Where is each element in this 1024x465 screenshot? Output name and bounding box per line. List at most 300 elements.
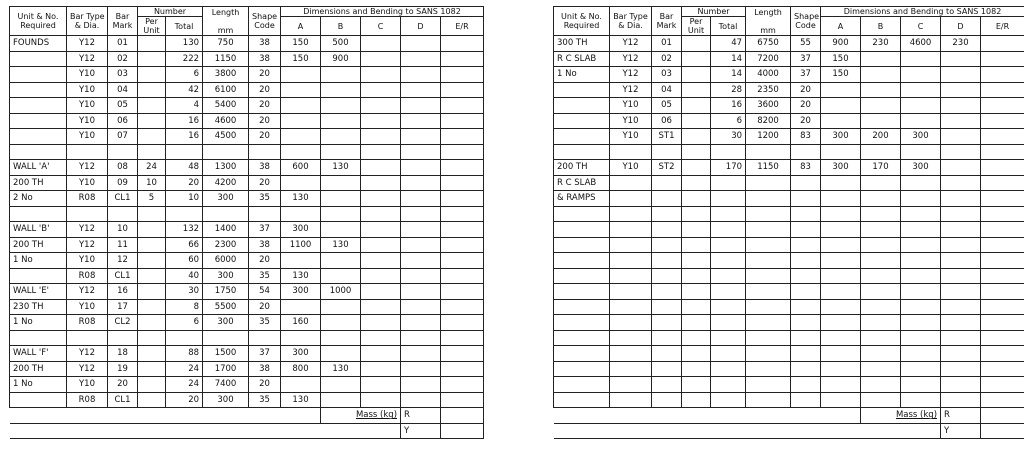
per-unit-cell — [682, 361, 711, 377]
length-cell — [746, 253, 791, 269]
unit-cell — [554, 330, 610, 346]
per-unit-cell — [682, 377, 711, 393]
dim-b-cell — [861, 175, 901, 191]
bar-type-cell: Y10 — [610, 113, 652, 129]
bar-mark-cell — [108, 144, 138, 160]
table-row — [10, 361, 484, 377]
dim-b-cell: 1000 — [321, 284, 361, 300]
dim-er-cell — [441, 299, 484, 315]
dim-a-cell: 300 — [281, 222, 321, 238]
dim-d-cell — [941, 160, 981, 176]
unit-cell — [554, 113, 610, 129]
dim-er-cell — [441, 315, 484, 331]
dim-d-cell — [941, 253, 981, 269]
col-c: C — [901, 17, 941, 36]
per-unit-cell — [682, 160, 711, 176]
length-cell: 300 — [203, 315, 249, 331]
col-per-unit: Per Unit — [138, 17, 166, 36]
length-cell — [746, 237, 791, 253]
col-a: A — [821, 17, 861, 36]
bar-mark-cell: 11 — [108, 237, 138, 253]
table-row — [554, 237, 1024, 253]
bar-type-cell: Y10 — [67, 377, 108, 393]
bar-type-cell: Y12 — [67, 361, 108, 377]
unit-cell — [554, 268, 610, 284]
schedule-body-left — [10, 36, 484, 408]
dim-a-cell — [821, 346, 861, 362]
bar-mark-cell — [652, 330, 682, 346]
total-cell: 6 — [711, 113, 746, 129]
length-cell: 6100 — [203, 82, 249, 98]
per-unit-cell — [138, 268, 166, 284]
total-cell: 16 — [166, 113, 203, 129]
unit-cell: 2 No — [10, 191, 67, 207]
unit-cell: 200 TH — [10, 175, 67, 191]
col-per-unit: Per Unit — [682, 17, 711, 36]
schedule-body-right — [554, 36, 1024, 408]
bar-type-cell — [610, 330, 652, 346]
dim-b-cell: 130 — [321, 361, 361, 377]
dim-a-cell — [821, 222, 861, 238]
dim-b-cell — [861, 82, 901, 98]
per-unit-cell — [138, 67, 166, 83]
unit-cell — [10, 129, 67, 145]
dim-c-cell — [901, 98, 941, 114]
total-cell — [711, 144, 746, 160]
unit-cell: WALL 'E' — [10, 284, 67, 300]
unit-cell: 1 No — [10, 377, 67, 393]
bar-mark-cell: 09 — [108, 175, 138, 191]
total-cell — [711, 315, 746, 331]
dim-b-cell — [321, 82, 361, 98]
dim-a-cell — [281, 299, 321, 315]
dim-a-cell — [821, 113, 861, 129]
dim-a-cell: 160 — [281, 315, 321, 331]
per-unit-cell — [682, 191, 711, 207]
bar-mark-cell: 01 — [108, 36, 138, 52]
dim-b-cell — [321, 299, 361, 315]
table-row — [554, 268, 1024, 284]
total-cell — [711, 361, 746, 377]
length-cell: 1700 — [203, 361, 249, 377]
table-row — [554, 346, 1024, 362]
dim-c-cell — [901, 299, 941, 315]
bar-type-cell — [610, 253, 652, 269]
dim-a-cell — [821, 175, 861, 191]
table-row — [554, 330, 1024, 346]
dim-c-cell — [901, 175, 941, 191]
dim-b-cell — [861, 284, 901, 300]
shape-code-cell: 20 — [249, 175, 281, 191]
shape-code-cell — [791, 315, 821, 331]
total-cell — [711, 237, 746, 253]
per-unit-cell — [138, 237, 166, 253]
col-length: Length mm — [203, 7, 249, 36]
total-cell: 222 — [166, 51, 203, 67]
bar-type-cell: Y12 — [67, 284, 108, 300]
length-cell — [746, 284, 791, 300]
length-cell: 1150 — [203, 51, 249, 67]
bar-mark-cell: 06 — [652, 113, 682, 129]
dim-c-cell — [361, 237, 401, 253]
dim-a-cell: 1100 — [281, 237, 321, 253]
dim-d-cell — [401, 67, 441, 83]
bar-mark-cell: CL2 — [108, 315, 138, 331]
unit-cell — [554, 392, 610, 408]
length-cell — [203, 206, 249, 222]
table-row — [554, 206, 1024, 222]
dim-a-cell: 130 — [281, 191, 321, 207]
table-row — [554, 361, 1024, 377]
dim-er-cell — [441, 346, 484, 362]
dim-a-cell: 130 — [281, 268, 321, 284]
dim-d-cell — [941, 144, 981, 160]
unit-cell: WALL 'A' — [10, 160, 67, 176]
total-cell — [711, 206, 746, 222]
unit-cell — [554, 361, 610, 377]
dim-er-cell — [981, 191, 1024, 207]
total-cell — [166, 144, 203, 160]
mass-y-label: Y — [941, 423, 981, 439]
table-row — [10, 377, 484, 393]
unit-cell: 200 TH — [554, 160, 610, 176]
table-row — [10, 36, 484, 52]
total-cell — [711, 253, 746, 269]
dim-er-cell — [441, 206, 484, 222]
length-cell: 1300 — [203, 160, 249, 176]
bar-type-cell — [610, 191, 652, 207]
unit-cell: 1 No — [10, 253, 67, 269]
shape-code-cell — [791, 377, 821, 393]
per-unit-cell — [682, 67, 711, 83]
dim-er-cell — [441, 377, 484, 393]
total-cell — [166, 330, 203, 346]
bar-mark-cell: 10 — [108, 222, 138, 238]
shape-code-cell: 20 — [249, 82, 281, 98]
unit-cell — [554, 129, 610, 145]
dim-c-cell — [361, 253, 401, 269]
dim-er-cell — [981, 222, 1024, 238]
dim-d-cell — [941, 237, 981, 253]
dim-a-cell: 150 — [281, 36, 321, 52]
shape-code-cell: 37 — [791, 51, 821, 67]
bar-type-cell — [610, 206, 652, 222]
shape-code-cell: 37 — [791, 67, 821, 83]
bar-mark-cell — [108, 206, 138, 222]
total-cell — [711, 330, 746, 346]
table-row — [10, 113, 484, 129]
dim-d-cell — [401, 222, 441, 238]
col-b: B — [321, 17, 361, 36]
dim-c-cell — [901, 361, 941, 377]
per-unit-cell — [682, 253, 711, 269]
mass-label: Mass (kg) — [321, 408, 401, 424]
dim-c-cell — [361, 206, 401, 222]
bar-mark-cell — [652, 191, 682, 207]
length-cell: 4200 — [203, 175, 249, 191]
per-unit-cell — [682, 51, 711, 67]
bar-type-cell: Y10 — [67, 299, 108, 315]
dim-a-cell — [281, 129, 321, 145]
dim-c-cell — [361, 36, 401, 52]
shape-code-cell — [791, 299, 821, 315]
table-row — [10, 129, 484, 145]
dim-c-cell — [901, 113, 941, 129]
per-unit-cell: 10 — [138, 175, 166, 191]
length-cell: 4500 — [203, 129, 249, 145]
dim-er-cell — [981, 377, 1024, 393]
dim-er-cell — [981, 284, 1024, 300]
per-unit-cell — [682, 36, 711, 52]
total-cell: 48 — [166, 160, 203, 176]
length-cell — [746, 175, 791, 191]
length-cell — [203, 330, 249, 346]
dim-b-cell — [861, 253, 901, 269]
bar-type-cell: Y12 — [67, 160, 108, 176]
dim-d-cell — [941, 113, 981, 129]
bar-type-cell — [610, 237, 652, 253]
length-cell: 300 — [203, 191, 249, 207]
dim-a-cell — [821, 377, 861, 393]
per-unit-cell — [138, 377, 166, 393]
mass-row-y — [554, 423, 1024, 439]
dim-c-cell — [361, 222, 401, 238]
dim-er-cell — [441, 129, 484, 145]
bar-schedule-left — [9, 6, 484, 439]
shape-code-cell: 38 — [249, 237, 281, 253]
dim-c-cell — [361, 144, 401, 160]
col-total: Total — [711, 17, 746, 36]
bar-mark-cell: 04 — [652, 82, 682, 98]
dim-b-cell — [861, 299, 901, 315]
bar-type-cell — [610, 299, 652, 315]
unit-cell: 1 No — [10, 315, 67, 331]
dim-er-cell — [981, 392, 1024, 408]
dim-d-cell — [401, 129, 441, 145]
dim-c-cell — [901, 237, 941, 253]
dim-c-cell — [361, 299, 401, 315]
unit-cell: & RAMPS — [554, 191, 610, 207]
per-unit-cell — [682, 299, 711, 315]
dim-b-cell: 170 — [861, 160, 901, 176]
total-cell: 130 — [166, 36, 203, 52]
dim-c-cell — [901, 392, 941, 408]
bar-mark-cell: 05 — [652, 98, 682, 114]
shape-code-cell — [791, 330, 821, 346]
dim-c-cell — [361, 377, 401, 393]
unit-cell — [554, 206, 610, 222]
total-cell: 47 — [711, 36, 746, 52]
dim-b-cell — [321, 377, 361, 393]
length-cell — [746, 377, 791, 393]
unit-cell — [554, 346, 610, 362]
table-row — [10, 82, 484, 98]
dim-er-cell — [981, 51, 1024, 67]
dim-a-cell — [281, 98, 321, 114]
per-unit-cell — [138, 392, 166, 408]
dim-c-cell — [361, 129, 401, 145]
mass-row-r — [10, 408, 484, 424]
shape-code-cell: 20 — [249, 98, 281, 114]
table-row — [10, 175, 484, 191]
table-row — [10, 98, 484, 114]
dim-d-cell — [941, 268, 981, 284]
total-cell — [711, 222, 746, 238]
dim-c-cell — [361, 51, 401, 67]
dim-er-cell — [981, 160, 1024, 176]
dim-c-cell — [901, 346, 941, 362]
per-unit-cell — [138, 222, 166, 238]
dim-b-cell — [321, 144, 361, 160]
total-cell — [711, 299, 746, 315]
dim-a-cell — [821, 144, 861, 160]
per-unit-cell — [138, 36, 166, 52]
shape-code-cell: 20 — [249, 253, 281, 269]
bar-type-cell — [610, 361, 652, 377]
per-unit-cell — [138, 129, 166, 145]
per-unit-cell — [138, 98, 166, 114]
unit-cell — [10, 392, 67, 408]
per-unit-cell — [138, 299, 166, 315]
dim-c-cell — [361, 346, 401, 362]
bar-mark-cell — [652, 175, 682, 191]
length-cell — [746, 144, 791, 160]
length-cell: 1750 — [203, 284, 249, 300]
shape-code-cell: 20 — [249, 67, 281, 83]
total-cell: 28 — [711, 82, 746, 98]
dim-d-cell — [401, 144, 441, 160]
bar-type-cell — [610, 144, 652, 160]
table-row — [554, 98, 1024, 114]
total-cell: 16 — [166, 129, 203, 145]
length-cell: 1400 — [203, 222, 249, 238]
mass-row-y — [10, 423, 484, 439]
dim-d-cell — [401, 253, 441, 269]
total-cell: 40 — [166, 268, 203, 284]
dim-b-cell: 130 — [321, 160, 361, 176]
table-row — [10, 67, 484, 83]
bar-mark-cell — [652, 377, 682, 393]
bar-mark-cell — [652, 237, 682, 253]
unit-cell — [554, 284, 610, 300]
dim-a-cell — [821, 268, 861, 284]
bar-type-cell: Y10 — [67, 98, 108, 114]
total-cell: 14 — [711, 51, 746, 67]
total-cell: 6 — [166, 315, 203, 331]
per-unit-cell — [682, 315, 711, 331]
total-cell: 20 — [166, 392, 203, 408]
dim-er-cell — [441, 222, 484, 238]
shape-code-cell: 20 — [249, 299, 281, 315]
table-row — [10, 144, 484, 160]
length-cell: 4600 — [203, 113, 249, 129]
bar-mark-cell — [652, 144, 682, 160]
col-length: Length mm — [746, 7, 791, 36]
bar-mark-cell: 03 — [108, 67, 138, 83]
total-cell — [711, 268, 746, 284]
mass-row-r — [554, 408, 1024, 424]
dim-c-cell — [901, 82, 941, 98]
dim-d-cell — [401, 268, 441, 284]
bar-type-cell: Y10 — [610, 129, 652, 145]
dim-a-cell — [821, 82, 861, 98]
dim-b-cell — [861, 315, 901, 331]
total-cell: 8 — [166, 299, 203, 315]
bar-mark-cell: 03 — [652, 67, 682, 83]
col-unit: Unit & No. Required — [554, 7, 610, 36]
dim-b-cell — [321, 191, 361, 207]
dim-b-cell — [861, 51, 901, 67]
shape-code-cell: 83 — [791, 129, 821, 145]
dim-d-cell — [401, 315, 441, 331]
unit-cell — [554, 144, 610, 160]
dim-er-cell — [441, 82, 484, 98]
dim-a-cell — [821, 98, 861, 114]
per-unit-cell — [138, 346, 166, 362]
dim-c-cell — [361, 268, 401, 284]
dim-c-cell — [901, 253, 941, 269]
table-row — [554, 36, 1024, 52]
shape-code-cell — [791, 206, 821, 222]
unit-cell: 230 TH — [10, 299, 67, 315]
per-unit-cell — [682, 113, 711, 129]
shape-code-cell — [249, 206, 281, 222]
dim-d-cell — [941, 361, 981, 377]
dim-b-cell — [861, 268, 901, 284]
dim-d-cell — [401, 237, 441, 253]
bar-type-cell: Y12 — [67, 36, 108, 52]
per-unit-cell — [682, 346, 711, 362]
bar-type-cell: Y10 — [67, 113, 108, 129]
dim-d-cell — [401, 330, 441, 346]
bar-type-cell — [67, 330, 108, 346]
dim-c-cell — [901, 284, 941, 300]
shape-code-cell: 38 — [249, 36, 281, 52]
dim-er-cell — [981, 315, 1024, 331]
length-cell: 300 — [203, 268, 249, 284]
table-row — [10, 346, 484, 362]
col-b: B — [861, 17, 901, 36]
bar-type-cell: R08 — [67, 392, 108, 408]
length-cell — [746, 191, 791, 207]
per-unit-cell — [682, 222, 711, 238]
table-row — [10, 392, 484, 408]
dim-er-cell — [981, 67, 1024, 83]
shape-code-cell: 20 — [791, 113, 821, 129]
dim-d-cell — [941, 330, 981, 346]
table-row — [554, 129, 1024, 145]
dim-d-cell — [941, 67, 981, 83]
bar-type-cell — [610, 315, 652, 331]
dim-er-cell — [441, 113, 484, 129]
table-row — [554, 160, 1024, 176]
dim-c-cell — [361, 160, 401, 176]
dim-c-cell — [901, 206, 941, 222]
bar-mark-cell — [652, 268, 682, 284]
table-row — [554, 175, 1024, 191]
bar-mark-cell: CL1 — [108, 191, 138, 207]
dim-a-cell — [821, 284, 861, 300]
table-row — [554, 222, 1024, 238]
dim-a-cell: 150 — [281, 51, 321, 67]
length-cell: 7200 — [746, 51, 791, 67]
dim-d-cell — [401, 175, 441, 191]
total-cell: 24 — [166, 361, 203, 377]
dim-b-cell — [321, 206, 361, 222]
dim-b-cell: 130 — [321, 237, 361, 253]
dim-a-cell — [821, 253, 861, 269]
bar-type-cell: Y10 — [67, 253, 108, 269]
